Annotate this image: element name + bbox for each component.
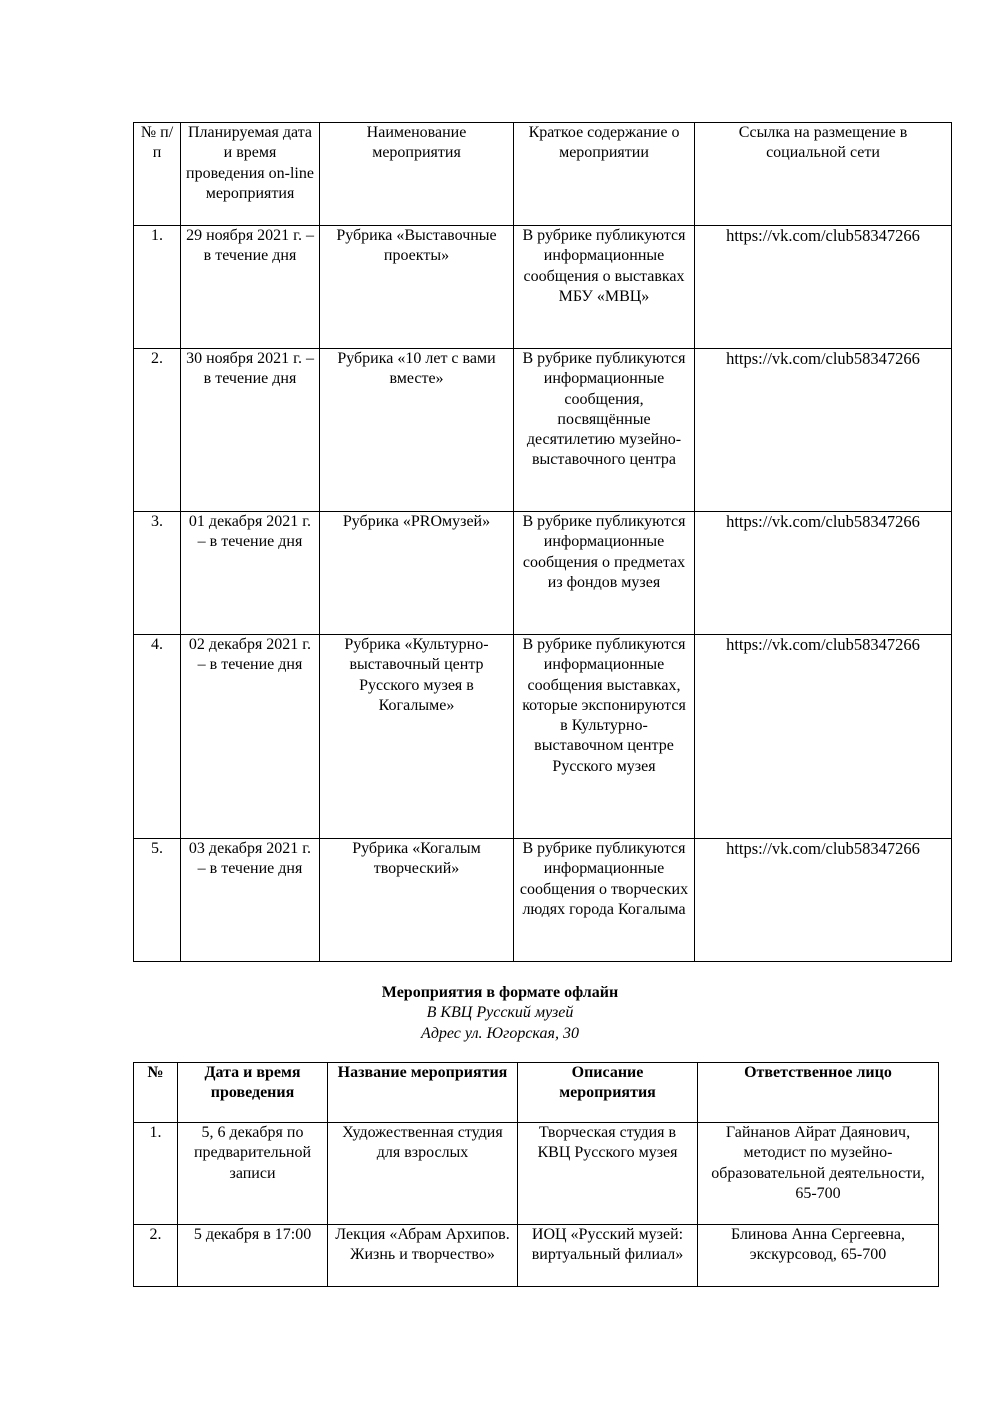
row-date: 5 декабря в 17:00 — [178, 1225, 328, 1287]
row-name: Рубрика «Когалым творческий» — [320, 839, 514, 962]
table-row — [134, 839, 952, 962]
row-desc: Творческая студия в КВЦ Русского музея — [518, 1123, 698, 1225]
header-content: Краткое содержание о мероприятии — [514, 123, 695, 226]
table-row — [134, 635, 952, 839]
row-num: 3. — [134, 512, 181, 635]
header-num: № — [134, 1063, 178, 1123]
offline-title: Мероприятия в формате офлайн — [381, 984, 619, 1001]
row-content: В рубрике публикуются информационные сообщения выставках, которые экспонируются в Культурно-выставочном центре Русского музея — [514, 635, 695, 839]
table-row — [134, 1225, 939, 1287]
table-header-row — [134, 1063, 939, 1123]
row-link[interactable]: https://vk.com/club58347266 — [695, 226, 952, 349]
header-date: Дата и время проведения — [178, 1063, 328, 1123]
header-link: Ссылка на размещение в социальной сети — [695, 123, 952, 226]
row-date: 03 декабря 2021 г. – в течение дня — [181, 839, 320, 962]
header-date: Планируемая дата и время проведения on-line мероприятия — [181, 123, 320, 226]
row-content: В рубрике публикуются информационные сообщения о творческих людях города Когалыма — [514, 839, 695, 962]
row-name: Рубрика «Выставочные проекты» — [320, 226, 514, 349]
header-name: Наименование мероприятия — [320, 123, 514, 226]
row-link[interactable]: https://vk.com/club58347266 — [695, 839, 952, 962]
row-num: 5. — [134, 839, 181, 962]
row-name: Художественная студия для взрослых — [328, 1123, 518, 1225]
online-events-table — [133, 122, 952, 962]
row-content: В рубрике публикуются информационные сообщения о предметах из фондов музея — [514, 512, 695, 635]
row-name: Лекция «Абрам Архипов. Жизнь и творчество» — [328, 1225, 518, 1287]
row-name: Рубрика «PROмузей» — [320, 512, 514, 635]
header-desc: Описание мероприятия — [518, 1063, 698, 1123]
offline-section-heading — [0, 983, 1000, 1044]
table-row — [134, 1123, 939, 1225]
offline-venue: В КВЦ Русский музей — [426, 1004, 574, 1022]
row-num: 1. — [134, 1123, 178, 1225]
row-person: Гайнанов Айрат Даянович, методист по музейно-образовательной деятельности, 65-700 — [698, 1123, 939, 1225]
header-num: № п/п — [134, 123, 181, 226]
row-name: Рубрика «10 лет с вами вместе» — [320, 349, 514, 512]
header-name: Название мероприятия — [328, 1063, 518, 1123]
row-date: 02 декабря 2021 г. – в течение дня — [181, 635, 320, 839]
row-num: 2. — [134, 349, 181, 512]
table-header-row — [134, 123, 952, 226]
row-content: В рубрике публикуются информационные сообщения, посвящённые десятилетию музейно-выставочного центра — [514, 349, 695, 512]
table-row — [134, 349, 952, 512]
row-link[interactable]: https://vk.com/club58347266 — [695, 349, 952, 512]
row-person: Блинова Анна Сергеевна, экскурсовод, 65-700 — [698, 1225, 939, 1287]
row-num: 2. — [134, 1225, 178, 1287]
row-desc: ИОЦ «Русский музей: виртуальный филиал» — [518, 1225, 698, 1287]
row-link[interactable]: https://vk.com/club58347266 — [695, 635, 952, 839]
offline-events-table — [133, 1062, 939, 1287]
row-name: Рубрика «Культурно-выставочный центр Русского музея в Когалыме» — [320, 635, 514, 839]
row-date: 29 ноября 2021 г. – в течение дня — [181, 226, 320, 349]
row-content: В рубрике публикуются информационные сообщения о выставках МБУ «МВЦ» — [514, 226, 695, 349]
offline-address: Адрес ул. Югорская, 30 — [421, 1024, 579, 1042]
row-date: 5, 6 декабря по предварительной записи — [178, 1123, 328, 1225]
table-row — [134, 226, 952, 349]
row-num: 4. — [134, 635, 181, 839]
row-num: 1. — [134, 226, 181, 349]
header-person: Ответственное лицо — [698, 1063, 939, 1123]
row-date: 01 декабря 2021 г. – в течение дня — [181, 512, 320, 635]
row-link[interactable]: https://vk.com/club58347266 — [695, 512, 952, 635]
table-row — [134, 512, 952, 635]
row-date: 30 ноября 2021 г. – в течение дня — [181, 349, 320, 512]
